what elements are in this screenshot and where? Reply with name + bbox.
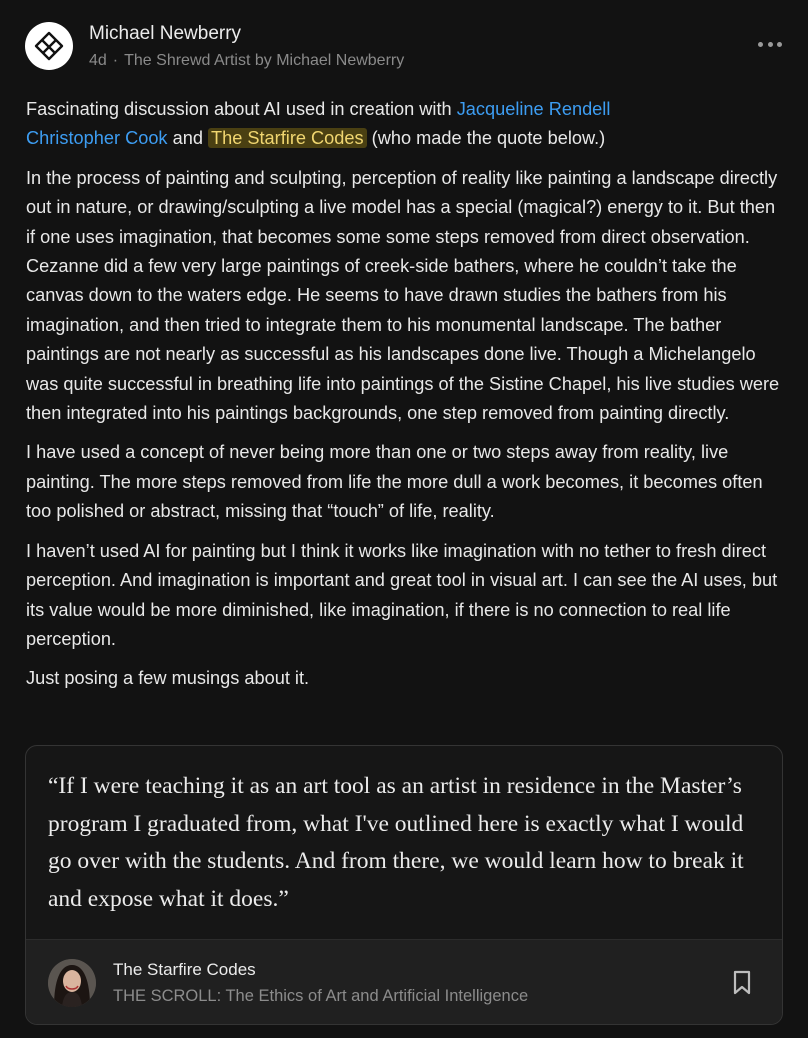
- quote-text: “If I were teaching it as an art tool as an artist in residence in the Master’s program I graduated from, what I've outlined here is exactly what I would go over with the students. And from there, we would learn how to break it and expose what it does.”: [48, 773, 744, 912]
- paragraph-2: In the process of painting and sculpting, perception of reality like painting a landscape directly out in nature, or drawing/sculpting a live model has a special (magical?) energy to it. But then if one uses imagination, that becomes some some steps removed from direct observation. Cezanne did a few very large paintings of creek-side bathers, where he couldn’t take the canvas down to the waters edge. He seems to have drawn studies the bathers from his imagination, and then tried to integrate them to his monumental landscape. The bather paintings are not nearly as successful as his landscapes done live. Though a Michelangelo was quite successful in breathing life into paintings of the Sistine Chapel, his live studies were then integrated into his paintings backgrounds, one step removed from painting directly.: [26, 167, 780, 424]
- post-body: [26, 95, 786, 704]
- post-meta: [89, 21, 404, 72]
- bookmark-icon[interactable]: [732, 970, 752, 996]
- post-header: [25, 22, 404, 72]
- publication-name[interactable]: The Shrewd Artist by Michael Newberry: [124, 52, 405, 69]
- meta-separator: ·: [112, 52, 119, 69]
- diamond-logo-icon: [32, 29, 66, 63]
- author-avatar[interactable]: [25, 22, 73, 70]
- source-name[interactable]: The Starfire Codes: [113, 960, 256, 979]
- quote-source[interactable]: [26, 939, 782, 1024]
- post-subline: [89, 50, 404, 72]
- more-horizontal-icon: [758, 42, 763, 47]
- post-time: 4d: [89, 52, 107, 69]
- intro-paragraph: Fascinating discussion about AI used in creation with Jacqueline Rendell Christopher Cook and The Starfire Codes (who made the quote below.): [26, 99, 611, 149]
- author-name[interactable]: Michael Newberry: [89, 23, 242, 44]
- source-post-title[interactable]: THE SCROLL: The Ethics of Art and Artificial Intelligence: [113, 987, 529, 1005]
- paragraph-4: I haven’t used AI for painting but I think it works like imagination with no tether to fresh direct perception. And imagination is important and great tool in visual art. I can see the AI uses, but its value would be more diminished, like imagination, if there is no connection to real life perception.: [26, 540, 778, 649]
- paragraph-5: Just posing a few musings about it.: [26, 668, 310, 689]
- paragraph-3: I have used a concept of never being more than one or two steps away from reality, live painting. The more steps removed from life the more dull a work becomes, it becomes often too polished or abstract, missing that “touch” of life, reality.: [26, 442, 763, 522]
- source-avatar: [48, 959, 96, 1007]
- mention-the-starfire-codes[interactable]: The Starfire Codes: [208, 128, 367, 148]
- more-options-button[interactable]: [758, 34, 782, 54]
- mention-christopher-cook[interactable]: Christopher Cook: [26, 128, 168, 149]
- quote-card[interactable]: [25, 745, 783, 1025]
- mention-jacqueline-rendell[interactable]: Jacqueline Rendell: [456, 99, 611, 119]
